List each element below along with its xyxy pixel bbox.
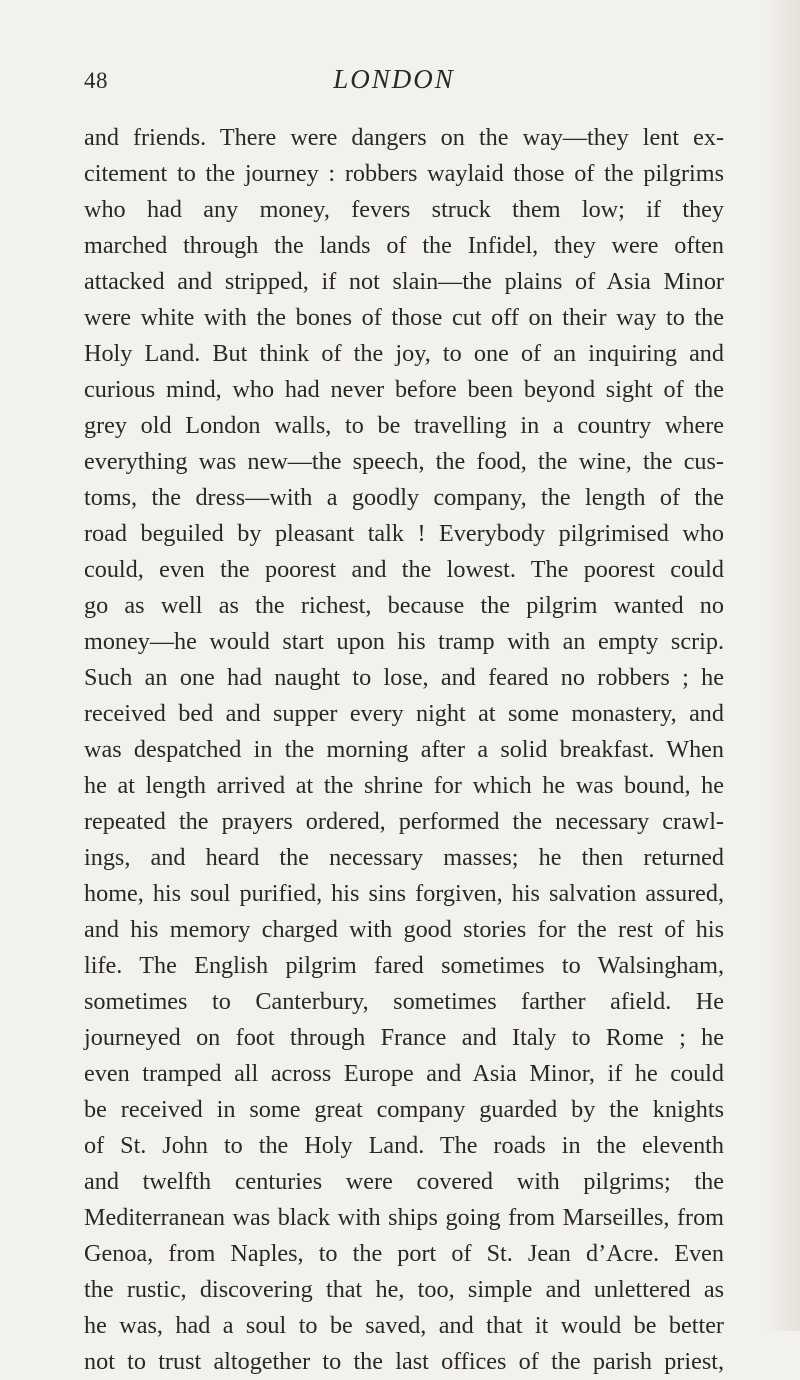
text-line: Holy Land. But think of the joy, to one of an inquiring and (84, 340, 724, 367)
body-text (84, 120, 724, 1380)
text-line: sometimes to Canterbury, sometimes farther afield. He (84, 988, 724, 1015)
text-line: even tramped all across Europe and Asia Minor, if he could (84, 1060, 724, 1087)
text-line: Genoa, from Naples, to the port of St. Jean d’Acre. Even (84, 1240, 724, 1267)
text-line: grey old London walls, to be travelling in a country where (84, 412, 724, 439)
text-line: ings, and heard the necessary masses; he then returned (84, 844, 724, 871)
text-line: and his memory charged with good stories for the rest of his (84, 916, 724, 943)
text-line: go as well as the richest, because the pilgrim wanted no (84, 592, 724, 619)
text-line: were white with the bones of those cut off on their way to the (84, 304, 724, 331)
text-line: repeated the prayers ordered, performed the necessary crawl- (84, 808, 724, 835)
text-line: life. The English pilgrim fared sometimes to Walsingham, (84, 952, 724, 979)
text-line: was despatched in the morning after a solid breakfast. When (84, 736, 724, 763)
text-line: journeyed on foot through France and Italy to Rome ; he (84, 1024, 724, 1051)
text-line: of St. John to the Holy Land. The roads in the eleventh (84, 1132, 724, 1159)
text-line: the rustic, discovering that he, too, simple and unlettered as (84, 1276, 724, 1303)
text-line: citement to the journey : robbers waylaid those of the pilgrims (84, 160, 724, 187)
page-number: 48 (84, 68, 108, 93)
text-line: marched through the lands of the Infidel, they were often (84, 232, 724, 259)
text-line: he was, had a soul to be saved, and that it would be better (84, 1312, 724, 1339)
text-line: curious mind, who had never before been beyond sight of the (84, 376, 724, 403)
text-line: not to trust altogether to the last offices of the parish priest, (84, 1348, 724, 1375)
text-line: road beguiled by pleasant talk ! Everybody pilgrimised who (84, 520, 724, 547)
page-edge-shadow (766, 0, 800, 1331)
text-line: Mediterranean was black with ships going from Marseilles, from (84, 1204, 724, 1231)
running-head: LONDON (333, 64, 455, 94)
text-line: Such an one had naught to lose, and feared no robbers ; he (84, 664, 724, 691)
text-line: toms, the dress—with a goodly company, the length of the (84, 484, 724, 511)
text-line: home, his soul purified, his sins forgiven, his salvation assured, (84, 880, 724, 907)
page-header (84, 64, 704, 104)
text-line: and twelfth centuries were covered with pilgrims; the (84, 1168, 724, 1195)
text-line: could, even the poorest and the lowest. The poorest could (84, 556, 724, 583)
text-line: attacked and stripped, if not slain—the plains of Asia Minor (84, 268, 724, 295)
text-line: be received in some great company guarded by the knights (84, 1096, 724, 1123)
text-line: he at length arrived at the shrine for which he was bound, he (84, 772, 724, 799)
text-line: money—he would start upon his tramp with an empty scrip. (84, 628, 724, 655)
text-line: and friends. There were dangers on the way—they lent ex- (84, 124, 724, 151)
text-line: who had any money, fevers struck them low; if they (84, 196, 724, 223)
text-line: received bed and supper every night at some monastery, and (84, 700, 724, 727)
text-line: everything was new—the speech, the food, the wine, the cus- (84, 448, 724, 475)
